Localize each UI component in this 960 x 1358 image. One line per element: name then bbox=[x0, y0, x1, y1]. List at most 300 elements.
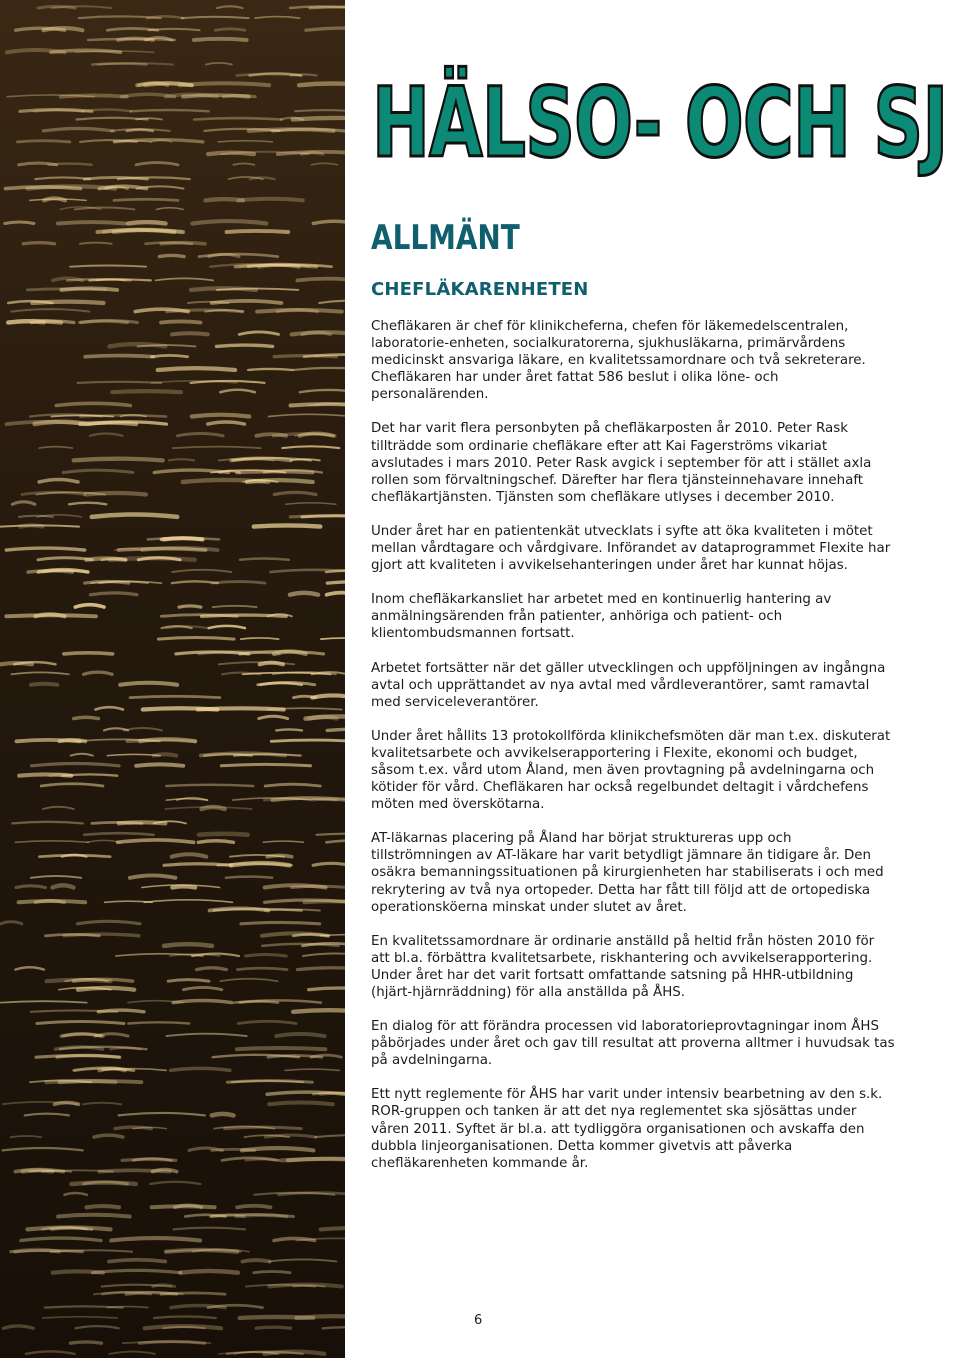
water-glint bbox=[295, 110, 345, 111]
water-glint bbox=[270, 1285, 342, 1287]
water-glint bbox=[26, 1351, 75, 1353]
water-glint bbox=[17, 141, 69, 142]
water-glint bbox=[49, 164, 92, 165]
water-glint bbox=[12, 822, 82, 824]
water-glint bbox=[109, 1260, 165, 1262]
water-glint bbox=[150, 1182, 200, 1184]
water-glint bbox=[39, 480, 78, 483]
water-glint bbox=[75, 208, 135, 210]
water-glint bbox=[15, 967, 44, 969]
water-glint bbox=[81, 321, 127, 322]
water-glint bbox=[80, 243, 112, 244]
water-glint bbox=[12, 502, 35, 504]
water-glint bbox=[158, 368, 235, 370]
water-glint bbox=[317, 834, 346, 835]
section-heading: ALLMÄNT bbox=[371, 218, 520, 258]
water-glint bbox=[166, 785, 253, 786]
water-glint bbox=[282, 1159, 345, 1160]
water-glint bbox=[102, 1285, 172, 1287]
water-glint bbox=[130, 696, 220, 697]
water-glint bbox=[178, 434, 224, 436]
water-glint bbox=[64, 934, 139, 936]
water-glint bbox=[118, 840, 194, 842]
water-glint bbox=[127, 130, 153, 131]
water-glint bbox=[136, 163, 178, 165]
water-glint bbox=[30, 1171, 71, 1172]
water-glint bbox=[136, 118, 162, 119]
water-glint bbox=[22, 492, 85, 494]
paragraph: Under året har en patientenkät utvecklats i syfte att öka kvaliteten i mötet mellan vårdtagare och vårdgivare. Införandet av dataprogrammet Flexite har gjort att kvaliteten i avvikelsehanteringen under året har kunnat höjas. bbox=[371, 523, 891, 574]
water-glint bbox=[269, 1103, 333, 1105]
water-glint bbox=[19, 516, 53, 517]
water-glint bbox=[302, 516, 345, 517]
water-glint bbox=[120, 683, 177, 685]
water-glint bbox=[164, 864, 231, 866]
water-glint bbox=[254, 525, 320, 526]
water-glint bbox=[64, 653, 113, 654]
water-glint bbox=[269, 1259, 336, 1261]
water-glint bbox=[213, 1055, 299, 1057]
paragraph: Chefläkaren är chef för klinikcheferna, chefen för läkemedelscentralen, laboratorie-enheten, socialkuratorerna, sjukhusläkarna, primärvårdens medicinskt ansvariga läkare, en kvalitetssamordnare och två sekreterare. Chefläkaren har under året fattat 586 beslut i olika löne- och personalärenden. bbox=[371, 319, 866, 403]
water-glint bbox=[243, 1260, 270, 1261]
water-glint bbox=[96, 707, 124, 709]
water-glint bbox=[64, 1193, 87, 1195]
water-glint bbox=[86, 493, 146, 495]
water-glint bbox=[199, 834, 248, 835]
water-glint bbox=[240, 558, 289, 559]
water-glint bbox=[218, 141, 272, 142]
water-glint bbox=[105, 901, 153, 902]
water-glint bbox=[297, 279, 345, 281]
water-glint bbox=[291, 74, 317, 75]
water-glint bbox=[172, 854, 206, 856]
water-glint bbox=[128, 1022, 189, 1023]
water-glint bbox=[217, 345, 273, 346]
water-glint bbox=[9, 321, 44, 322]
water-glint bbox=[80, 423, 136, 424]
water-glint bbox=[90, 434, 123, 436]
water-glint bbox=[285, 1069, 339, 1070]
water-glint bbox=[98, 1010, 143, 1012]
water-glint bbox=[286, 503, 336, 505]
paragraph: Ett nytt reglemente för ÅHS har varit under intensiv bearbetning av den s.k. ROR-gruppen och tanken är att det nya reglementet ska sjösättas under våren 2011. Syftet är bl.a. att tydliggöra organisationen och avskaffa den dubbla linjeorganisationen. Detta kommer givetvis att påverka chefläkarenheten kommande år. bbox=[371, 1087, 883, 1171]
water-glint bbox=[212, 1114, 234, 1116]
water-glint bbox=[238, 1021, 296, 1023]
water-glint bbox=[227, 231, 289, 232]
water-glint bbox=[161, 243, 205, 244]
water-glint bbox=[61, 288, 117, 290]
water-glint bbox=[76, 1326, 119, 1328]
water-glint bbox=[51, 1250, 132, 1252]
water-glint bbox=[89, 279, 150, 280]
body-text bbox=[371, 318, 896, 1189]
water-glint bbox=[298, 968, 346, 970]
water-glint bbox=[265, 784, 320, 786]
water-glint bbox=[237, 1048, 325, 1049]
water-glint bbox=[74, 459, 163, 461]
water-glint bbox=[261, 683, 315, 685]
water-glint bbox=[292, 886, 345, 887]
water-glint bbox=[15, 841, 88, 842]
water-glint bbox=[164, 944, 212, 946]
water-glint bbox=[237, 1206, 270, 1208]
water-glint bbox=[276, 729, 302, 730]
water-glint bbox=[119, 1113, 205, 1115]
water-glints bbox=[0, 0, 345, 1358]
water-glint bbox=[241, 922, 320, 923]
water-glint bbox=[306, 716, 346, 718]
water-glint bbox=[56, 403, 130, 405]
water-glint bbox=[87, 1206, 120, 1207]
water-glint bbox=[23, 243, 54, 244]
water-glint bbox=[31, 876, 82, 878]
water-glint bbox=[222, 673, 260, 675]
water-glint bbox=[241, 638, 279, 639]
water-glint bbox=[327, 593, 345, 595]
water-glint bbox=[154, 1316, 216, 1318]
paragraph: Under året hållits 13 protokollförda klinikchefsmöten där man t.ex. diskuterat kvalitetsarbete och avvikelserapportering i Flexite, ekonomi och budget, såsom t.ex. vård utom Åland, men även provtagning på avdelningarna och kötider för vård. Chefläkaren har också regelbundet deltagit i vårdchefens möten med överskötarna. bbox=[371, 728, 891, 813]
water-glint bbox=[87, 840, 120, 842]
water-glint bbox=[80, 415, 166, 416]
water-glint bbox=[181, 1271, 239, 1273]
water-glint bbox=[291, 404, 346, 405]
water-glint bbox=[69, 503, 106, 505]
water-glint bbox=[78, 988, 134, 990]
water-glint bbox=[130, 875, 176, 877]
water-glint bbox=[71, 1183, 135, 1184]
water-glint bbox=[179, 606, 201, 607]
water-glint bbox=[35, 177, 90, 179]
water-glint bbox=[291, 459, 320, 460]
water-glint bbox=[212, 582, 265, 584]
water-glint bbox=[246, 955, 287, 957]
water-glint bbox=[52, 6, 111, 8]
water-glint bbox=[153, 1170, 177, 1172]
paragraph: Inom chefläkarkansliet har arbetet med en kontinuerlig hantering av anmälningsärenden från patienter, anhöriga och patient- och klientombudsmannen fortsatt. bbox=[371, 592, 832, 642]
water-glint bbox=[71, 754, 93, 756]
water-glint bbox=[109, 1352, 154, 1354]
water-glint bbox=[312, 799, 345, 800]
water-glint bbox=[239, 332, 278, 335]
water-glint bbox=[257, 310, 342, 312]
water-glint bbox=[282, 446, 339, 448]
water-glint bbox=[249, 129, 334, 131]
water-glint bbox=[173, 1001, 231, 1003]
water-glint bbox=[16, 886, 45, 888]
water-glint bbox=[43, 1317, 118, 1318]
water-glint bbox=[259, 716, 288, 718]
water-glint bbox=[85, 356, 153, 357]
subsection-heading: CHEFLÄKARENHETEN bbox=[371, 279, 589, 300]
water-glint bbox=[62, 774, 117, 775]
water-glint bbox=[152, 1206, 215, 1207]
water-glint bbox=[326, 840, 345, 842]
water-glint bbox=[44, 198, 65, 200]
water-glint bbox=[74, 717, 99, 718]
water-glint bbox=[38, 558, 92, 560]
water-glint bbox=[6, 615, 96, 616]
water-glint bbox=[292, 332, 345, 334]
water-glint bbox=[172, 886, 195, 887]
water-glint bbox=[242, 1148, 313, 1150]
water-glint bbox=[168, 980, 209, 982]
water-glint bbox=[11, 1136, 42, 1137]
water-glint bbox=[209, 626, 245, 628]
water-glint bbox=[3, 1326, 33, 1328]
water-glint bbox=[293, 368, 345, 370]
water-glint bbox=[248, 369, 292, 370]
water-glint bbox=[162, 615, 238, 617]
water-glint bbox=[70, 266, 146, 267]
water-glint bbox=[14, 662, 55, 664]
water-glint bbox=[254, 1272, 290, 1273]
water-glint bbox=[52, 885, 73, 887]
water-glint bbox=[161, 538, 202, 539]
water-glint bbox=[206, 63, 232, 65]
water-glint bbox=[226, 877, 272, 878]
water-glint bbox=[290, 593, 318, 595]
water-glint bbox=[221, 764, 310, 765]
water-glint bbox=[321, 1228, 345, 1230]
water-glint bbox=[169, 459, 194, 460]
water-glint bbox=[213, 606, 257, 607]
water-glint bbox=[98, 230, 175, 232]
water-glint bbox=[225, 1127, 301, 1128]
water-glint bbox=[32, 764, 119, 766]
water-glint bbox=[310, 7, 345, 8]
water-glint bbox=[156, 278, 214, 280]
paragraph: En dialog för att förändra processen vid laboratorieprovtagningar inom ÅHS påbörjades under året och gav till resultat att proverna alltmer i huvudsak tas på avdelningarna. bbox=[371, 1019, 895, 1069]
water-glint bbox=[166, 1034, 246, 1036]
paragraph: Det har varit flera personbyten på chefläkarposten år 2010. Peter Rask tillträdde som ordinarie chefläkare efter att Kai Fagerströms vikariat avslutades i mars 2010. Peter Rask avgick i september för att i stället axla rollen som förvaltningschef. Därefter har flera tjänsteinnehavare innehaft chefläkartjänsten. Tjänsten som chefläkare utlyses i december 2010. bbox=[371, 421, 872, 505]
water-glint bbox=[119, 822, 166, 823]
chapter-title: HÄLSO- OCH SJ bbox=[372, 67, 948, 179]
water-glint bbox=[306, 28, 345, 30]
water-glint bbox=[159, 255, 184, 256]
water-glint bbox=[11, 309, 89, 311]
water-glint bbox=[79, 16, 161, 18]
water-glint bbox=[183, 480, 268, 482]
water-glint bbox=[64, 1034, 104, 1036]
water-glint bbox=[311, 163, 337, 165]
water-glint bbox=[39, 447, 72, 448]
water-glint bbox=[172, 570, 231, 572]
water-glint bbox=[84, 177, 147, 179]
water-glint bbox=[47, 980, 111, 981]
water-glint bbox=[92, 514, 178, 516]
water-glint bbox=[75, 605, 104, 607]
water-glint bbox=[93, 1270, 181, 1272]
water-glint bbox=[237, 968, 287, 969]
water-glint bbox=[315, 1135, 345, 1137]
water-glint bbox=[293, 118, 345, 120]
water-glint bbox=[124, 728, 162, 730]
water-glint bbox=[157, 208, 184, 210]
water-glint bbox=[171, 1306, 225, 1308]
paragraph: AT-läkarnas placering på Åland har börjat struktureras upp och tillströmningen av AT-läkare har varit betydligt jämnare än tidigare år. Den osäkra bemanningssituationen på kirurgienheten har stabiliserats i och med rekrytering av två nya ortopeder. Detta har fått till följd att de ortopediska operationsköerna minskat under slutet av året. bbox=[371, 831, 884, 915]
water-glint bbox=[84, 672, 113, 674]
water-glint bbox=[140, 739, 195, 741]
water-glint bbox=[238, 199, 302, 201]
water-glint bbox=[53, 1271, 103, 1272]
water-glint bbox=[137, 186, 184, 188]
water-glint bbox=[36, 901, 65, 903]
water-glint bbox=[327, 729, 345, 731]
water-glint bbox=[149, 29, 200, 30]
water-glint bbox=[192, 221, 266, 223]
water-glint bbox=[17, 740, 80, 741]
water-glint bbox=[84, 833, 153, 835]
water-glint bbox=[114, 199, 178, 200]
water-glint bbox=[71, 1342, 102, 1343]
water-glint bbox=[204, 754, 251, 756]
water-glint bbox=[198, 841, 233, 843]
water-glint bbox=[116, 954, 203, 956]
water-glint bbox=[128, 222, 166, 223]
water-glint bbox=[3, 1102, 78, 1104]
water-glint bbox=[215, 29, 245, 30]
water-glint bbox=[5, 222, 34, 224]
water-glint bbox=[217, 6, 242, 8]
water-glint bbox=[192, 415, 250, 417]
water-glint bbox=[313, 863, 345, 865]
water-glint bbox=[255, 17, 300, 19]
water-glint bbox=[41, 784, 103, 786]
water-glint bbox=[220, 979, 278, 981]
water-glint bbox=[173, 447, 261, 448]
water-glint bbox=[180, 83, 269, 85]
water-glint bbox=[323, 1327, 345, 1328]
water-glint bbox=[184, 987, 222, 989]
water-glint bbox=[88, 39, 175, 40]
paragraph: Arbetet fortsätter när det gäller utvecklingen och uppföljningen av ingångna avtal och upprättandet av nya avtal med vårdleverantörer, samt ramavtal med serviceleverantörer. bbox=[371, 660, 886, 710]
water-glint bbox=[269, 414, 345, 416]
water-glint bbox=[20, 525, 42, 526]
water-glint bbox=[194, 118, 282, 119]
water-glint bbox=[267, 708, 341, 709]
water-glint bbox=[44, 28, 83, 30]
water-glint bbox=[43, 807, 74, 809]
paragraph: En kvalitetssamordnare är ordinarie anställd på heltid från hösten 2010 för att bl.a. förbättra kvalitetsarbete, riskhantering och avvikelserapportering. Under året har det varit fortsatt omfattande satsning på HHR-utbildning (hjärt-hjärnräddning) för alla anställda på ÅHS. bbox=[371, 933, 875, 1000]
water-glint bbox=[112, 391, 181, 392]
title-area bbox=[345, 0, 960, 200]
water-glint bbox=[299, 84, 345, 86]
water-glint bbox=[202, 807, 225, 809]
water-glint bbox=[303, 954, 345, 957]
water-glint bbox=[111, 1238, 200, 1240]
water-glint bbox=[35, 110, 83, 111]
water-glint bbox=[58, 222, 125, 223]
water-glint bbox=[208, 153, 254, 154]
water-glint bbox=[327, 581, 345, 583]
water-glint bbox=[209, 254, 239, 256]
water-glint bbox=[313, 221, 345, 223]
water-glint bbox=[90, 593, 136, 595]
water-glint bbox=[61, 95, 127, 96]
water-glint bbox=[161, 321, 201, 322]
water-glint bbox=[7, 50, 65, 52]
water-glint bbox=[122, 94, 175, 97]
water-glint bbox=[44, 128, 114, 130]
water-glint bbox=[174, 1228, 246, 1230]
water-glint bbox=[260, 663, 283, 665]
water-glint bbox=[240, 1001, 278, 1002]
water-glint bbox=[263, 841, 303, 842]
water-glint bbox=[300, 390, 345, 392]
water-glint bbox=[46, 1081, 115, 1082]
water-glint bbox=[83, 1103, 121, 1104]
water-glint bbox=[152, 355, 188, 356]
water-glint bbox=[58, 1215, 130, 1217]
water-glint bbox=[1, 922, 22, 924]
water-glint bbox=[6, 548, 84, 550]
water-glint bbox=[78, 382, 162, 383]
water-glint bbox=[11, 672, 69, 674]
water-glint bbox=[220, 390, 255, 392]
water-glint bbox=[136, 764, 183, 765]
water-glint bbox=[256, 1327, 290, 1328]
water-glint bbox=[208, 422, 245, 424]
water-glint bbox=[171, 1068, 230, 1070]
water-glint bbox=[191, 288, 256, 290]
water-glint bbox=[37, 1022, 124, 1024]
water-glint bbox=[131, 110, 209, 111]
water-glint bbox=[194, 39, 247, 40]
water-glint bbox=[302, 153, 323, 154]
water-glint bbox=[240, 1317, 314, 1318]
water-glint bbox=[321, 638, 345, 639]
water-glint bbox=[3, 1148, 83, 1150]
water-glint bbox=[144, 900, 232, 902]
water-glint bbox=[45, 1306, 123, 1307]
water-glint bbox=[158, 638, 234, 640]
water-glint bbox=[166, 799, 207, 800]
water-glint bbox=[312, 695, 345, 697]
water-glint bbox=[107, 754, 160, 755]
water-glint bbox=[267, 855, 291, 856]
water-glint bbox=[25, 1114, 69, 1116]
water-glint bbox=[274, 492, 316, 494]
water-glint bbox=[135, 309, 188, 311]
water-glint bbox=[182, 17, 249, 18]
water-glint bbox=[94, 1135, 123, 1137]
water-glint bbox=[309, 988, 345, 990]
water-glint bbox=[326, 570, 345, 572]
water-glint bbox=[145, 1326, 221, 1328]
water-photo bbox=[0, 0, 345, 1358]
water-glint bbox=[1, 1001, 87, 1002]
water-glint bbox=[197, 968, 227, 970]
water-glint bbox=[63, 470, 133, 472]
water-glint bbox=[223, 95, 255, 96]
water-glint bbox=[15, 1250, 59, 1252]
page-number: 6 bbox=[474, 1313, 483, 1328]
water-glint bbox=[212, 301, 282, 303]
water-glint bbox=[21, 1238, 101, 1240]
water-glint bbox=[80, 140, 137, 142]
water-glint bbox=[276, 1034, 324, 1036]
water-glint bbox=[143, 708, 218, 709]
water-glint bbox=[293, 1010, 345, 1012]
water-glint bbox=[172, 581, 218, 583]
water-glint bbox=[77, 921, 140, 924]
water-glint bbox=[267, 1092, 345, 1094]
water-glint bbox=[233, 163, 254, 164]
water-glint bbox=[31, 684, 57, 685]
water-glint bbox=[271, 740, 345, 741]
water-glint bbox=[319, 301, 345, 303]
water-glint bbox=[259, 265, 299, 267]
